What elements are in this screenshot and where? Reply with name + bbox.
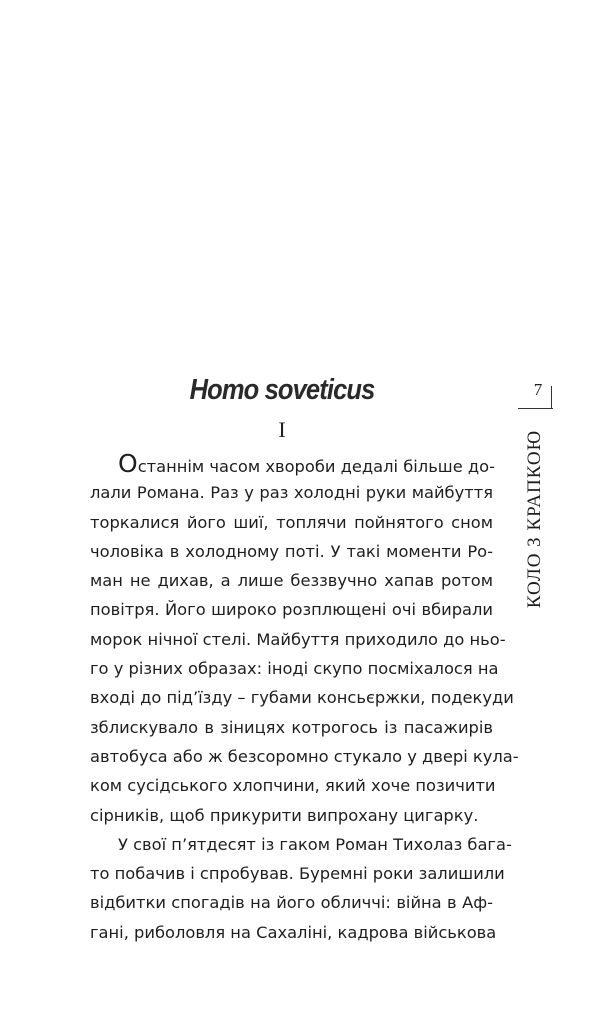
text-line: У свої п’ятдесят із гаком Роман Тихолаз бага- <box>118 834 512 854</box>
text-line: го у різних образах: іноді скупо посміхалося на <box>90 659 499 679</box>
chapter-number: I <box>278 417 286 442</box>
text-line: лали Романа. Раз у раз холодні руки майбуття <box>90 483 493 503</box>
text-line: зблискувало в зіницях котрогось із пасажирів <box>90 717 493 737</box>
header-rule <box>518 408 553 409</box>
text-line: морок нічної стелі. Майбуття приходило до ньо- <box>90 629 506 649</box>
page-number: 7 <box>533 380 543 399</box>
text-line: автобуса або ж безсоромно стукало у двері кула- <box>90 746 519 766</box>
text-line: торкалися його шиї, топлячи пойнятого сном <box>90 512 493 532</box>
header-divider <box>551 386 552 408</box>
text-line <box>90 449 493 478</box>
text-line: відбитки спогадів на його обличчі: війна в Аф- <box>90 893 493 913</box>
chapter-title: Homo soveticus <box>189 374 375 406</box>
text-line: ком сусідського хлопчини, який хоче позичити <box>90 776 496 796</box>
text-line: повітря. Його широко розплющені очі вбирали <box>90 600 493 620</box>
text-line: вході до під’їзду – губами консьєржки, подекуди <box>90 688 514 708</box>
text-line: ман не дихав, а лише беззвучно хапав ротом <box>90 571 493 591</box>
drop-letter: О <box>118 449 138 478</box>
text-line-content: станнім часом хвороби дедалі більше до- <box>137 457 495 476</box>
text-line: гані, риболовля на Сахаліні, кадрова військова <box>90 922 497 942</box>
text-line: сірників, щоб прикурити випрохану цигарку. <box>90 805 479 825</box>
running-header: КОЛО З КРАПКОЮ <box>524 429 545 609</box>
text-line: то побачив і спробував. Буремні роки залишили <box>90 864 505 884</box>
text-line: чоловіка в холодному поті. У такі моменти Ро- <box>90 541 493 561</box>
body-text <box>90 449 519 947</box>
